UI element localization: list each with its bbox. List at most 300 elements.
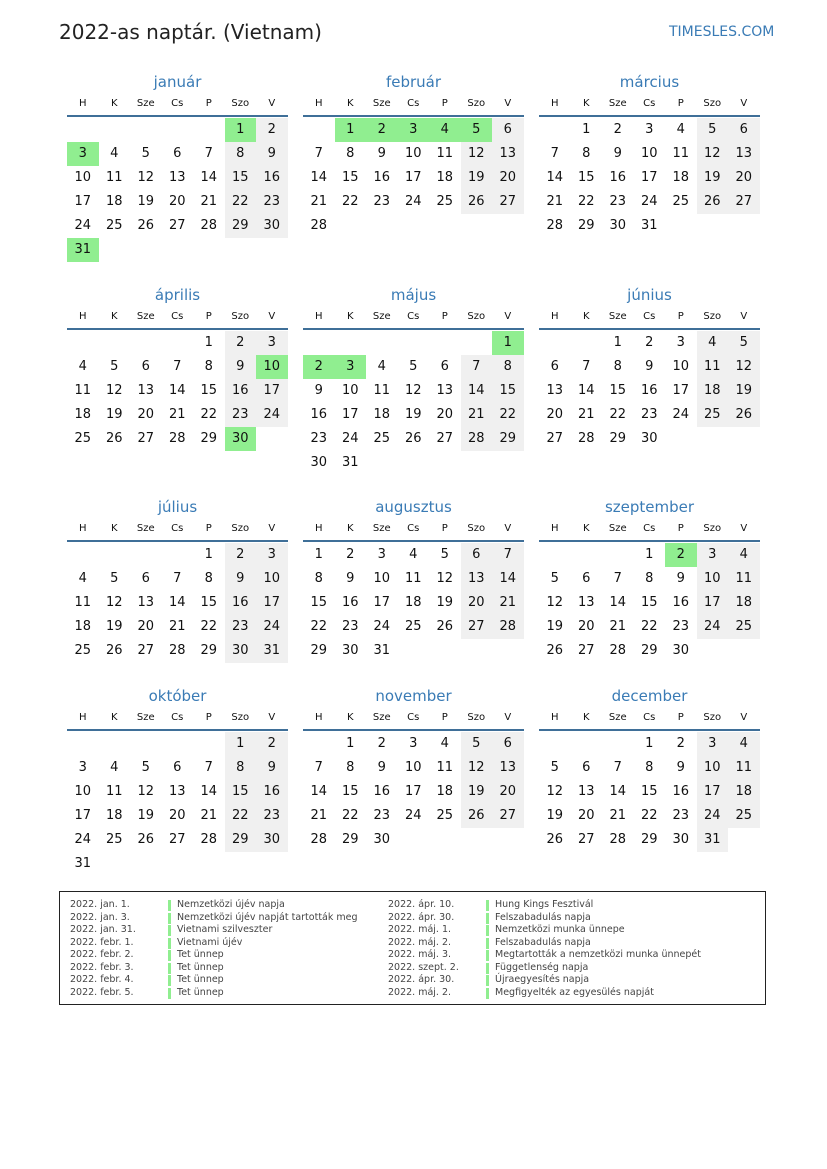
day-cell: 12 [137, 784, 155, 799]
legend-holiday-name: Felszabadulás napja [495, 911, 591, 923]
day-cell: 9 [225, 567, 257, 591]
weekday-header: P [441, 98, 448, 109]
day-cell: 3 [645, 122, 654, 137]
month-divider [539, 540, 760, 542]
day-cell: 26 [546, 643, 564, 658]
day-cell: 25 [728, 615, 760, 639]
day-cell: 6 [582, 571, 591, 586]
day-cell: 14 [200, 784, 218, 799]
holiday-day-cell: 1 [492, 331, 524, 355]
weekday-header: Cs [643, 98, 656, 109]
day-cell: 1 [645, 547, 654, 562]
day-cell: 23 [256, 190, 288, 214]
day-cell: 11 [728, 567, 760, 591]
day-cell: 26 [728, 403, 760, 427]
month-name: április [154, 286, 201, 304]
holiday-day-cell: 30 [225, 427, 257, 451]
holiday-day-cell: 1 [335, 118, 367, 142]
day-cell: 11 [697, 355, 729, 379]
weekday-header: P [677, 523, 684, 534]
day-cell: 24 [74, 832, 92, 847]
weekday-header: Sze [372, 311, 391, 322]
weekday-header: Szo [231, 311, 250, 322]
day-cell: 22 [225, 190, 257, 214]
day-cell: 24 [404, 808, 422, 823]
day-cell: 29 [200, 643, 218, 658]
day-cell: 10 [697, 756, 729, 780]
day-cell: 8 [314, 571, 323, 586]
day-cell: 3 [409, 736, 418, 751]
weekday-header: Sze [372, 712, 391, 723]
day-cell: 9 [377, 146, 386, 161]
day-cell: 30 [672, 643, 690, 658]
day-cell: 6 [141, 359, 150, 374]
day-cell: 28 [492, 615, 524, 639]
day-cell: 22 [341, 808, 359, 823]
day-cell: 22 [609, 407, 627, 422]
month-divider [539, 729, 760, 731]
legend-marker [168, 988, 171, 999]
weekday-header: K [346, 523, 354, 534]
day-cell: 8 [346, 760, 355, 775]
weekday-header: K [346, 311, 354, 322]
day-cell: 23 [373, 808, 391, 823]
month-name: január [153, 73, 202, 91]
day-cell: 9 [225, 355, 257, 379]
day-cell: 10 [672, 359, 690, 374]
day-cell: 4 [377, 359, 386, 374]
day-cell: 9 [613, 146, 622, 161]
day-cell: 13 [577, 784, 595, 799]
weekday-header: H [314, 98, 323, 109]
day-cell: 18 [105, 194, 123, 209]
day-cell: 5 [110, 359, 119, 374]
day-cell: 13 [728, 142, 760, 166]
day-cell: 11 [728, 756, 760, 780]
day-cell: 29 [310, 643, 328, 658]
weekday-header: V [740, 523, 748, 534]
day-cell: 29 [640, 643, 658, 658]
legend-marker [486, 975, 489, 986]
day-cell: 8 [225, 142, 257, 166]
day-cell: 12 [105, 595, 123, 610]
day-cell: 15 [225, 780, 257, 804]
weekday-header: Cs [171, 311, 184, 322]
legend-marker [486, 963, 489, 974]
legend-marker [486, 988, 489, 999]
weekday-header: P [205, 311, 212, 322]
legend-date: 2022. ápr. 30. [388, 911, 455, 923]
day-cell: 14 [310, 170, 328, 185]
day-cell: 21 [310, 808, 328, 823]
day-cell: 13 [137, 383, 155, 398]
weekday-header: P [677, 311, 684, 322]
day-cell: 4 [440, 736, 449, 751]
day-cell: 5 [141, 146, 150, 161]
holiday-day-cell: 5 [461, 118, 493, 142]
weekday-header: H [550, 311, 559, 322]
day-cell: 24 [697, 804, 729, 828]
day-cell: 21 [492, 591, 524, 615]
weekday-header: V [504, 523, 512, 534]
weekday-header: H [314, 712, 323, 723]
day-cell: 4 [697, 331, 729, 355]
day-cell: 18 [373, 407, 391, 422]
weekday-header: Cs [171, 712, 184, 723]
weekday-header: Cs [407, 523, 420, 534]
day-cell: 27 [168, 218, 186, 233]
day-cell: 28 [168, 431, 186, 446]
day-cell: 1 [645, 736, 654, 751]
weekday-header: P [441, 523, 448, 534]
day-cell: 7 [461, 355, 493, 379]
weekday-header: Sze [136, 98, 155, 109]
legend-holiday-name: Újraegyesítés napja [495, 974, 590, 985]
month-divider [303, 115, 524, 117]
day-cell: 16 [256, 166, 288, 190]
month-divider [67, 328, 288, 330]
day-cell: 24 [74, 218, 92, 233]
day-cell: 30 [256, 828, 288, 852]
weekday-header: P [677, 712, 684, 723]
day-cell: 29 [640, 832, 658, 847]
day-cell: 23 [672, 619, 690, 634]
day-cell: 3 [78, 760, 87, 775]
legend-date: 2022. febr. 1. [70, 936, 134, 948]
day-cell: 15 [341, 170, 359, 185]
day-cell: 27 [461, 615, 493, 639]
day-cell: 23 [225, 403, 257, 427]
day-cell: 25 [373, 431, 391, 446]
day-cell: 26 [436, 619, 454, 634]
day-cell: 8 [225, 756, 257, 780]
weekday-header: V [268, 98, 276, 109]
day-cell: 14 [310, 784, 328, 799]
day-cell: 19 [728, 379, 760, 403]
month-divider [303, 328, 524, 330]
day-cell: 29 [225, 214, 257, 238]
day-cell: 16 [225, 591, 257, 615]
day-cell: 22 [577, 194, 595, 209]
day-cell: 30 [341, 643, 359, 658]
holiday-day-cell: 1 [225, 118, 257, 142]
day-cell: 10 [404, 146, 422, 161]
day-cell: 29 [200, 431, 218, 446]
day-cell: 3 [697, 732, 729, 756]
day-cell: 2 [256, 732, 288, 756]
day-cell: 15 [640, 784, 658, 799]
legend-holiday-name: Felszabadulás napja [495, 936, 591, 948]
day-cell: 27 [546, 431, 564, 446]
legend-holiday-name: Hung Kings Fesztivál [495, 899, 594, 910]
day-cell: 17 [672, 383, 690, 398]
legend-marker [168, 900, 171, 911]
weekday-header: H [550, 523, 559, 534]
day-cell: 29 [492, 427, 524, 451]
day-cell: 5 [110, 571, 119, 586]
weekday-header: Cs [407, 311, 420, 322]
day-cell: 18 [74, 407, 92, 422]
day-cell: 24 [640, 194, 658, 209]
weekday-header: Sze [136, 311, 155, 322]
day-cell: 19 [546, 808, 564, 823]
day-cell: 8 [645, 760, 654, 775]
legend-holiday-name: Tet ünnep [177, 974, 224, 985]
day-cell: 24 [256, 403, 288, 427]
day-cell: 27 [577, 643, 595, 658]
month-name: május [390, 286, 437, 304]
weekday-header: K [110, 523, 118, 534]
day-cell: 26 [137, 218, 155, 233]
day-cell: 14 [200, 170, 218, 185]
day-cell: 17 [74, 194, 92, 209]
day-cell: 29 [609, 431, 627, 446]
weekday-header: P [441, 311, 448, 322]
legend-date: 2022. máj. 2. [388, 986, 452, 998]
day-cell: 28 [609, 832, 627, 847]
weekday-header: Sze [136, 712, 155, 723]
day-cell: 25 [697, 403, 729, 427]
legend-date: 2022. máj. 2. [388, 936, 452, 948]
weekday-header: H [78, 311, 87, 322]
day-cell: 20 [137, 619, 155, 634]
day-cell: 9 [346, 571, 355, 586]
day-cell: 22 [492, 403, 524, 427]
day-cell: 28 [609, 643, 627, 658]
month-name: november [375, 687, 452, 705]
day-cell: 11 [373, 383, 391, 398]
day-cell: 31 [256, 639, 288, 663]
day-cell: 22 [225, 804, 257, 828]
weekday-header: K [110, 311, 118, 322]
weekday-header: P [441, 712, 448, 723]
day-cell: 24 [256, 615, 288, 639]
day-cell: 21 [310, 194, 328, 209]
day-cell: 3 [697, 543, 729, 567]
weekday-header: P [677, 98, 684, 109]
day-cell: 4 [676, 122, 685, 137]
weekday-header: Sze [608, 712, 627, 723]
day-cell: 7 [173, 359, 182, 374]
weekday-header: P [205, 712, 212, 723]
day-cell: 4 [409, 547, 418, 562]
day-cell: 7 [204, 760, 213, 775]
day-cell: 17 [256, 591, 288, 615]
day-cell: 19 [137, 808, 155, 823]
day-cell: 26 [546, 832, 564, 847]
legend-holiday-name: Tet ünnep [177, 949, 224, 960]
day-cell: 20 [137, 407, 155, 422]
legend-holiday-name: Nemzetközi újév napját tartották meg [177, 911, 358, 923]
day-cell: 12 [137, 170, 155, 185]
legend-date: 2022. máj. 3. [388, 949, 452, 960]
day-cell: 20 [728, 166, 760, 190]
day-cell: 8 [492, 355, 524, 379]
day-cell: 11 [105, 170, 123, 185]
day-cell: 26 [137, 832, 155, 847]
day-cell: 18 [672, 170, 690, 185]
day-cell: 10 [640, 146, 658, 161]
day-cell: 11 [436, 146, 454, 161]
day-cell: 25 [728, 804, 760, 828]
legend-date: 2022. jan. 3. [70, 911, 130, 923]
holiday-day-cell: 4 [429, 118, 461, 142]
day-cell: 14 [168, 595, 186, 610]
day-cell: 11 [672, 146, 690, 161]
day-cell: 21 [609, 808, 627, 823]
holiday-legend [59, 891, 766, 1005]
day-cell: 16 [373, 170, 391, 185]
weekday-header: H [78, 98, 87, 109]
weekday-header: V [268, 311, 276, 322]
day-cell: 31 [341, 455, 359, 470]
day-cell: 12 [404, 383, 422, 398]
day-cell: 25 [74, 643, 92, 658]
weekday-header: K [582, 712, 590, 723]
holiday-day-cell: 2 [665, 543, 697, 567]
day-cell: 25 [105, 218, 123, 233]
legend-holiday-name: Nemzetközi újév napja [177, 899, 285, 910]
day-cell: 30 [225, 639, 257, 663]
weekday-header: Szo [467, 311, 486, 322]
day-cell: 1 [204, 547, 213, 562]
day-cell: 27 [728, 190, 760, 214]
day-cell: 23 [310, 431, 328, 446]
day-cell: 10 [697, 567, 729, 591]
day-cell: 23 [373, 194, 391, 209]
day-cell: 5 [141, 760, 150, 775]
day-cell: 6 [550, 359, 559, 374]
legend-holiday-name: Tet ünnep [177, 961, 224, 973]
weekday-header: Sze [608, 311, 627, 322]
weekday-header: Cs [407, 712, 420, 723]
legend-date: 2022. ápr. 30. [388, 974, 455, 985]
day-cell: 20 [436, 407, 454, 422]
day-cell: 24 [373, 619, 391, 634]
weekday-header: Szo [703, 523, 722, 534]
day-cell: 23 [672, 808, 690, 823]
legend-date: 2022. jan. 31. [70, 924, 136, 935]
weekday-header: Szo [703, 712, 722, 723]
day-cell: 19 [105, 407, 123, 422]
day-cell: 16 [609, 170, 627, 185]
day-cell: 14 [609, 595, 627, 610]
day-cell: 27 [436, 431, 454, 446]
day-cell: 15 [341, 784, 359, 799]
day-cell: 6 [440, 359, 449, 374]
day-cell: 13 [546, 383, 564, 398]
legend-marker [168, 975, 171, 986]
day-cell: 30 [256, 214, 288, 238]
legend-marker [486, 950, 489, 961]
month-name: február [385, 73, 442, 91]
day-cell: 5 [461, 732, 493, 756]
weekday-header: K [110, 98, 118, 109]
day-cell: 7 [582, 359, 591, 374]
legend-holiday-name: Vietnami újév [177, 936, 243, 948]
weekday-header: Sze [372, 98, 391, 109]
weekday-header: V [504, 712, 512, 723]
holiday-day-cell: 3 [67, 142, 99, 166]
day-cell: 25 [436, 808, 454, 823]
day-cell: 24 [697, 615, 729, 639]
day-cell: 30 [672, 832, 690, 847]
legend-marker [486, 900, 489, 911]
day-cell: 28 [461, 427, 493, 451]
day-cell: 17 [74, 808, 92, 823]
weekday-header: H [78, 712, 87, 723]
day-cell: 20 [546, 407, 564, 422]
weekday-header: Szo [467, 523, 486, 534]
site-link[interactable]: TIMESLES.COM [669, 24, 775, 40]
day-cell: 9 [314, 383, 323, 398]
day-cell: 11 [404, 571, 422, 586]
month-name: augusztus [375, 498, 452, 516]
legend-marker [168, 913, 171, 924]
day-cell: 13 [461, 567, 493, 591]
day-cell: 12 [105, 383, 123, 398]
day-cell: 20 [492, 780, 524, 804]
day-cell: 23 [609, 194, 627, 209]
day-cell: 10 [373, 571, 391, 586]
day-cell: 6 [461, 543, 493, 567]
day-cell: 14 [577, 383, 595, 398]
day-cell: 14 [461, 379, 493, 403]
weekday-header: K [110, 712, 118, 723]
day-cell: 31 [74, 856, 92, 871]
day-cell: 25 [672, 194, 690, 209]
day-cell: 25 [74, 431, 92, 446]
weekday-header: Szo [467, 98, 486, 109]
day-cell: 16 [672, 595, 690, 610]
day-cell: 27 [492, 804, 524, 828]
legend-date: 2022. máj. 1. [388, 924, 452, 935]
day-cell: 7 [314, 760, 323, 775]
month-name: július [157, 498, 198, 516]
day-cell: 15 [200, 595, 218, 610]
day-cell: 31 [373, 643, 391, 658]
day-cell: 13 [436, 383, 454, 398]
day-cell: 28 [546, 218, 564, 233]
day-cell: 25 [436, 194, 454, 209]
day-cell: 15 [200, 383, 218, 398]
weekday-header: H [550, 98, 559, 109]
day-cell: 21 [609, 619, 627, 634]
day-cell: 24 [341, 431, 359, 446]
day-cell: 22 [310, 619, 328, 634]
day-cell: 6 [582, 760, 591, 775]
day-cell: 15 [609, 383, 627, 398]
day-cell: 21 [461, 403, 493, 427]
day-cell: 3 [256, 543, 288, 567]
day-cell: 19 [137, 194, 155, 209]
weekday-header: Cs [407, 98, 420, 109]
day-cell: 18 [404, 595, 422, 610]
day-cell: 3 [256, 331, 288, 355]
legend-marker [168, 938, 171, 949]
weekday-header: Sze [136, 523, 155, 534]
legend-marker [486, 913, 489, 924]
day-cell: 19 [436, 595, 454, 610]
day-cell: 10 [74, 170, 92, 185]
weekday-header: P [205, 98, 212, 109]
day-cell: 16 [373, 784, 391, 799]
month-divider [303, 540, 524, 542]
weekday-header: V [740, 712, 748, 723]
day-cell: 12 [461, 142, 493, 166]
day-cell: 1 [582, 122, 591, 137]
day-cell: 12 [697, 142, 729, 166]
